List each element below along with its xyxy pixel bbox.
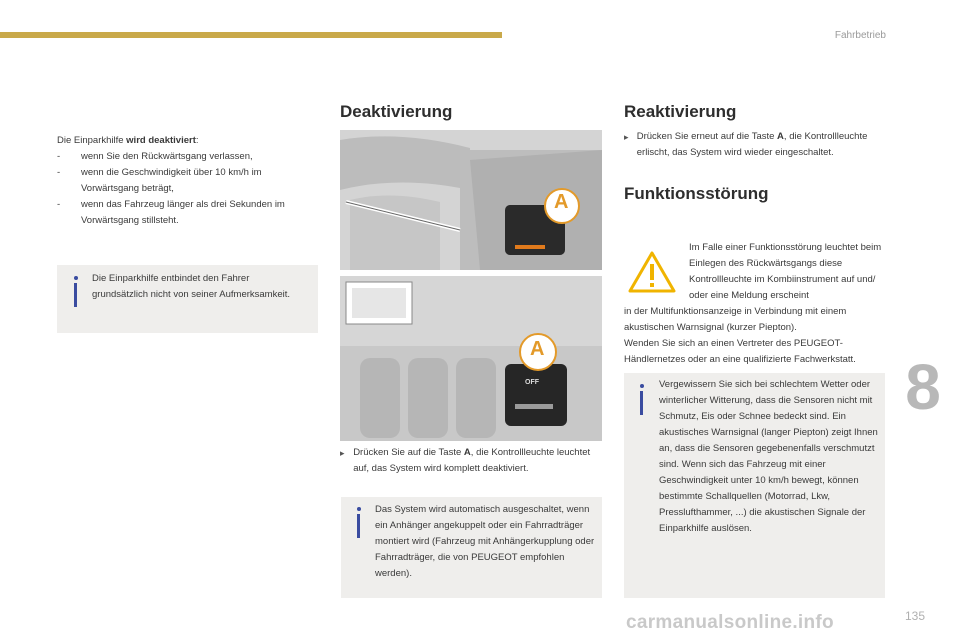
stoerung-text: in der Multifunktionsanzeige in Verbindung mit einem akustischen Warnsignal (kurzer Piepton). [624,306,847,333]
console-illustration [340,276,602,441]
deactivation-conditions [57,133,317,229]
intro-lead: Die Einparkhilfe wird deaktiviert: [57,135,199,146]
heading-deaktivierung: Deaktivierung [340,102,453,121]
section-title: Fahrbetrieb [834,30,886,41]
watermark: carmanualsonline.info [626,612,834,633]
stoerung-contact: Wenden Sie sich an einen Vertreter des PEUGEOT-Händlernetzes oder an eine qualifizierte Fachwerkstatt. [624,338,856,365]
dashboard-photo [340,130,602,270]
info-note-weather: Vergewissern Sie sich bei schlechtem Wetter oder winterlicher Witterung, dass die Sensoren nicht mit Schmutz, Eis oder Schnee bedeckt sind. Ein akustisches Warnsignal (langer Piepton) zeigt Ihnen an, dass die Sensoren gegebenenfalls verschmutzt sind. Wenn sich das Fahrzeug mit einer Geschwindigkeit unter 10 km/h bewegt, können bestimmte Schallquellen (Motorrad, Lkw, Presslufthammer, ...) die akustischen Signale der Einparkhilfe auslösen. [624,373,885,598]
label-a: A [530,338,545,360]
list-item: - wenn das Fahrzeug länger als drei Sekunden im Vorwärtsgang stillsteht. [57,199,285,226]
list-item: - wenn die Geschwindigkeit über 10 km/h im Vorwärtsgang beträgt, [57,167,262,194]
info-icon [74,276,78,280]
header-accent-bar [0,32,502,38]
info-icon [357,507,361,511]
warning-triangle-icon [628,250,676,294]
stoerung-text-wrap: Im Falle einer Funktionsstörung leuchtet beim Einlegen des Rückwärtsgangs diese Kontrollleuchte im Kombiinstrument auf und/ oder eine Meldung erscheint [689,242,882,301]
list-item: - wenn Sie den Rückwärtsgang verlassen, [57,151,253,162]
info-note-trailer: Das System wird automatisch ausgeschaltet, wenn ein Anhänger angekuppelt oder ein Fahrradträger montiert wird (Fahrzeug mit Anhängerkupplung oder Fahrradträger, die von PEUGEOT empfohlen werden). [341,497,602,598]
info-note-attention: Die Einparkhilfe entbindet den Fahrer grundsätzlich nicht von seiner Aufmerksamkeit. [57,265,318,333]
heading-reaktivierung: Reaktivierung [624,102,737,121]
console-photo [340,276,602,441]
bullet-arrow-icon: ▸ [340,448,345,458]
reaktivierung-step: ▸ Drücken Sie erneut auf die Taste A, die Kontrollleuchte erlischt, das System wird wieder eingeschaltet. [624,129,886,161]
deaktivierung-step: ▸ Drücken Sie auf die Taste A, die Kontrollleuchte leuchtet auf, das System wird komplett deaktiviert. [340,445,602,477]
off-button-label: OFF [525,379,539,386]
info-icon [640,384,644,388]
heading-funktionsstoerung: Funktionsstörung [624,184,769,203]
page-number: 135 [905,609,926,623]
label-a: A [554,191,569,213]
chapter-number: 8 [905,351,941,423]
bullet-arrow-icon: ▸ [624,132,629,142]
